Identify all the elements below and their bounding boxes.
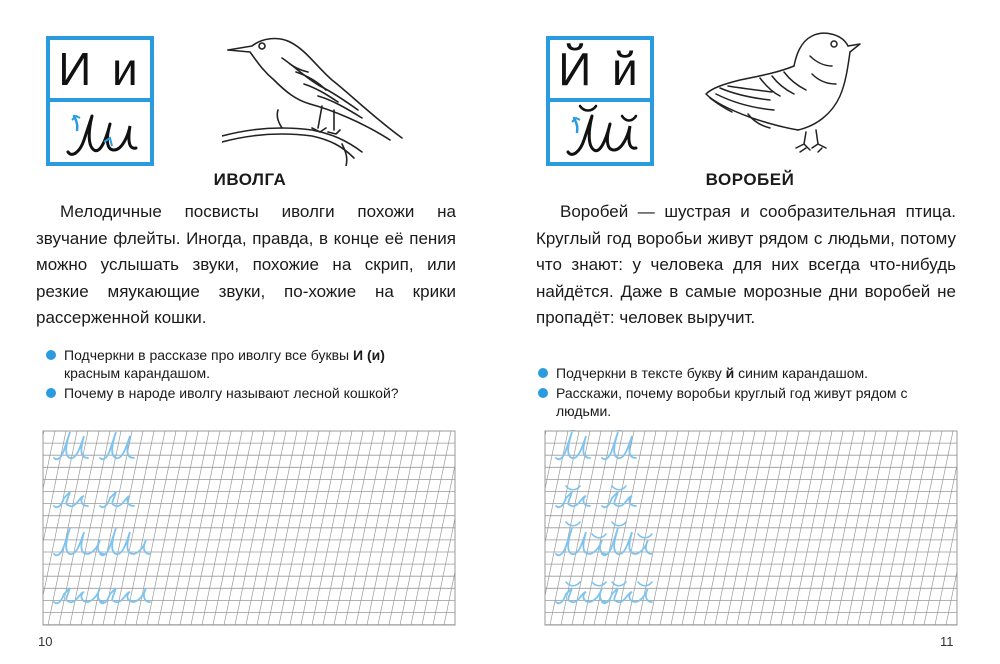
breve-mark (638, 582, 652, 586)
bullet-icon (538, 388, 548, 398)
breve-mark (592, 582, 606, 586)
sample-cursive-letter (602, 588, 652, 603)
bird-name-title: ИВОЛГА (213, 170, 287, 189)
sample-cursive-letter (54, 588, 104, 603)
page-number: 10 (38, 634, 53, 649)
breve-mark (566, 522, 580, 526)
breve-mark (612, 486, 626, 490)
task-item (534, 364, 954, 382)
task-list (534, 364, 954, 422)
print-letter-short-i: Й й (550, 40, 650, 102)
letter-card-short-i (546, 36, 654, 166)
oriole-drawing-icon (222, 36, 407, 171)
sparrow-drawing-icon (700, 26, 870, 167)
task-text: Почему в народе иволгу называют лесной кошкой? (64, 385, 399, 401)
breve-mark (592, 534, 606, 538)
sample-cursive-letter (556, 492, 590, 507)
task-text: Расскажи, почему воробьи круглый год живут рядом с людьми. (556, 385, 908, 419)
task-text: Подчеркни в тексте букву (556, 365, 726, 381)
bullet-icon (46, 388, 56, 398)
breve-mark (638, 534, 652, 538)
sample-cursive-letter (100, 588, 150, 603)
script-letter-short-i (550, 102, 650, 162)
breve-mark (612, 522, 626, 526)
handwriting-practice-grid (42, 430, 456, 631)
task-item (42, 384, 442, 402)
bullet-icon (46, 350, 56, 360)
story-paragraph: Мелодичные посвисты иволги похожи на звучание флейты. Иногда, правда, в конце её пения можно услышать звуки, похожие на скрип, или резкие мяукающие звуки, по-хожие на крики рассерженной кошки. (36, 202, 456, 328)
task-text-end: красным карандашом. (64, 365, 211, 381)
breve-mark (566, 582, 580, 586)
sample-cursive-letter (556, 588, 606, 603)
task-text-end: синим карандашом. (734, 365, 868, 381)
right-page (500, 0, 1000, 664)
task-text: Подчеркни в рассказе про иволгу все буквы (64, 347, 354, 363)
print-letter-i: И и (50, 40, 150, 102)
task-list (42, 346, 442, 404)
task-highlight: И (и) (353, 347, 385, 363)
bullet-icon (538, 368, 548, 378)
story-paragraph: Воробей — шустрая и сообразительная птица. Круглый год воробьи живут рядом с людьми, потому что знают: у человека для них всегда что-нибудь найдётся. Даже в самые морозные дни воробей не пропадёт: человек выручит. (536, 202, 956, 328)
task-item (42, 346, 442, 382)
script-letter-i (50, 102, 150, 162)
letter-card-i (46, 36, 154, 166)
task-highlight: й (725, 365, 735, 381)
handwriting-practice-grid (544, 430, 958, 631)
page-number: 11 (940, 634, 954, 649)
bird-name-title: ВОРОБЕЙ (705, 170, 795, 189)
task-item (534, 384, 954, 420)
sample-cursive-letter (54, 492, 88, 507)
